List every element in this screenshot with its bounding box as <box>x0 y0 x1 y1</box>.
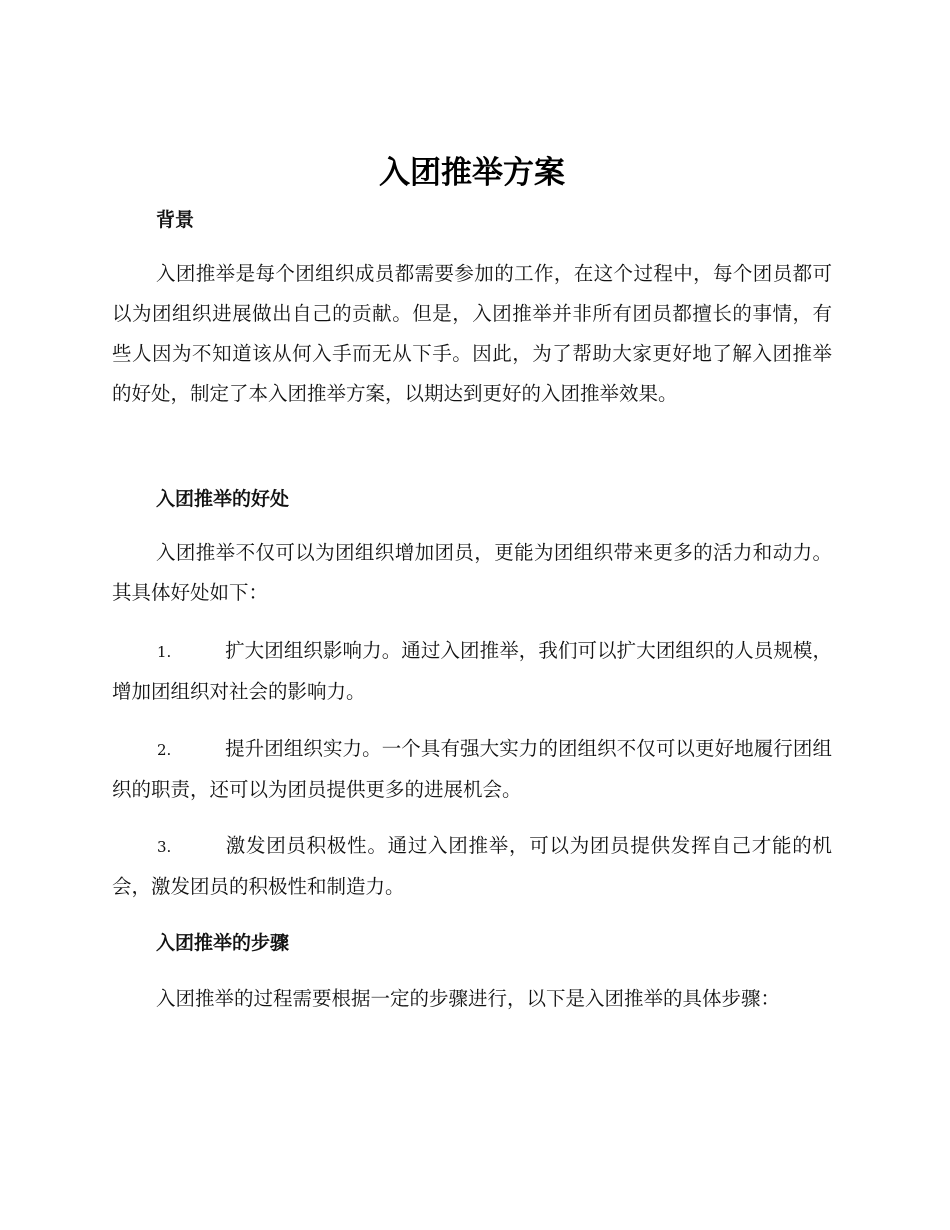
list-item-text: 扩大团组织影响力。通过入团推举，我们可以扩大团组织的人员规模，增加团组织对社会的影响力。 <box>112 639 832 703</box>
list-item-number: 2. <box>157 741 172 759</box>
section-heading-steps: 入团推举的步骤 <box>156 932 290 954</box>
section-heading-background: 背景 <box>156 209 195 231</box>
benefits-intro-paragraph: 入团推举不仅可以为团组织增加团员，更能为团组织带来更多的活力和动力。其具体好处如下： <box>112 541 832 604</box>
document-title: 入团推举方案 <box>379 155 565 191</box>
list-item-number: 3. <box>157 838 172 856</box>
steps-intro-paragraph: 入团推举的过程需要根据一定的步骤进行，以下是入团推举的具体步骤： <box>156 987 781 1010</box>
list-item-text: 激发团员积极性。通过入团推举，可以为团员提供发挥自己才能的机会，激发团员的积极性和制造力。 <box>112 834 832 898</box>
list-item <box>112 631 832 712</box>
list-item-number: 1. <box>157 643 172 661</box>
section-heading-benefits: 入团推举的好处 <box>156 488 290 510</box>
list-item <box>112 826 832 907</box>
background-paragraph: 入团推举是每个团组织成员都需要参加的工作，在这个过程中，每个团员都可以为团组织进展做出自己的贡献。但是，入团推举并非所有团员都擅长的事情，有些人因为不知道该从何入手而无从下手。因此，为了帮助大家更好地了解入团推举的好处，制定了本入团推举方案，以期达到更好的入团推举效果。 <box>112 262 832 405</box>
list-item <box>112 729 832 810</box>
list-item-text: 提升团组织实力。一个具有强大实力的团组织不仅可以更好地履行团组织的职责，还可以为团员提供更多的进展机会。 <box>112 737 832 801</box>
